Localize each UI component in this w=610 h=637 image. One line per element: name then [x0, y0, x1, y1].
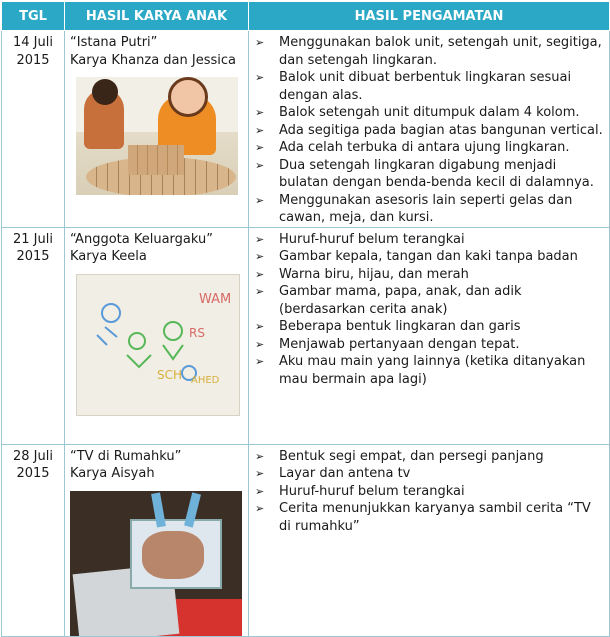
header-tgl: TGL	[2, 2, 65, 31]
arrow-bullet-icon: ➢	[255, 36, 265, 49]
header-pengamatan: HASIL PENGAMATAN	[249, 2, 610, 31]
date-day: 21 Juli	[13, 231, 53, 247]
list-item: ➢ Gambar kepala, tangan dan kaki tanpa badan	[255, 249, 578, 264]
drawing-text-rs: RS	[189, 325, 205, 340]
date-year: 2015	[16, 52, 50, 68]
artwork-title: “Anggota Keluargaku”	[70, 231, 213, 247]
list-item: ➢ Huruf-huruf belum terangkai	[255, 483, 465, 499]
list-item: ➢ Menjawab pertanyaan dengan tepat.	[255, 336, 520, 352]
arrow-bullet-icon: ➢	[255, 355, 265, 368]
date-cell	[2, 31, 65, 228]
header-karya: HASIL KARYA ANAK	[65, 2, 249, 31]
list-item: ➢ Warna biru, hijau, dan merah	[255, 266, 469, 282]
artwork-cell	[65, 444, 249, 636]
artwork-title: “Istana Putri”	[70, 35, 158, 50]
list-item: ➢ Dua setengah lingkaran digabung menjadi bulatan dengan benda-benda kecil di dalamnya.	[255, 157, 594, 190]
list-item: ➢ Cerita menunjukkan karyanya sambil cerita “TV di rumahku”	[255, 501, 591, 534]
artwork-photo-drawing	[76, 274, 240, 416]
observation-cell	[249, 444, 610, 636]
arrow-bullet-icon: ➢	[255, 467, 265, 480]
arrow-bullet-icon: ➢	[255, 232, 265, 246]
artwork-author: Karya Aisyah	[70, 466, 155, 481]
arrow-bullet-icon: ➢	[255, 193, 265, 207]
observation-list	[253, 231, 603, 389]
date-day: 14 Juli	[13, 35, 53, 50]
observation-list	[253, 34, 603, 227]
artwork-author: Karya Khanza dan Jessica	[70, 52, 236, 68]
observation-cell	[249, 31, 610, 228]
arrow-bullet-icon: ➢	[255, 337, 265, 351]
arrow-bullet-icon: ➢	[255, 106, 265, 119]
list-item: ➢ Huruf-huruf belum terangkai	[255, 231, 465, 247]
list-item: ➢ Balok setengah unit ditumpuk dalam 4 kolom.	[255, 105, 580, 120]
artwork-cell	[65, 31, 249, 228]
list-item: ➢ Bentuk segi empat, dan persegi panjang	[255, 448, 544, 464]
observation-cell	[249, 227, 610, 444]
arrow-bullet-icon: ➢	[255, 71, 265, 84]
date-day: 28 Juli	[13, 448, 53, 464]
header-row	[2, 2, 610, 31]
list-item: ➢ Ada celah terbuka di antara ujung lingkaran.	[255, 140, 570, 155]
date-cell	[2, 444, 65, 636]
table-row	[2, 31, 610, 228]
artwork-photo-tv	[70, 491, 242, 636]
arrow-bullet-icon: ➢	[255, 250, 265, 263]
drawing-text-sch: SCH	[157, 367, 183, 382]
date-cell	[2, 227, 65, 444]
arrow-bullet-icon: ➢	[255, 158, 265, 172]
arrow-bullet-icon: ➢	[255, 267, 265, 281]
list-item: ➢ Balok unit dibuat berbentuk lingkaran sesuai dengan alas.	[255, 70, 572, 103]
list-item: ➢ Aku mau main yang lainnya (ketika ditanyakan mau bermain apa lagi)	[255, 354, 586, 387]
date-year: 2015	[16, 466, 50, 481]
list-item: ➢ Menggunakan asesoris lain seperti gelas dan cawan, meja, dan kursi.	[255, 192, 573, 225]
drawing-text-wam: WAM	[199, 291, 232, 307]
artwork-photo-blocks	[76, 77, 238, 195]
arrow-bullet-icon: ➢	[255, 285, 265, 298]
table-row	[2, 227, 610, 444]
list-item: ➢ Ada segitiga pada bagian atas bangunan vertical.	[255, 122, 603, 138]
arrow-bullet-icon: ➢	[255, 141, 265, 154]
artwork-author: Karya Keela	[70, 249, 147, 264]
list-item: ➢ Menggunakan balok unit, setengah unit, segitiga, dan setengah lingkaran.	[255, 35, 602, 68]
artwork-title: “TV di Rumahku”	[70, 448, 182, 464]
table-row	[2, 444, 610, 636]
list-item: ➢ Layar dan antena tv	[255, 466, 411, 481]
drawing-text-ahed: AHED	[191, 374, 220, 386]
observation-table	[1, 1, 610, 637]
list-item: ➢ Beberapa bentuk lingkaran dan garis	[255, 319, 521, 334]
list-item: ➢ Gambar mama, papa, anak, dan adik (berdasarkan cerita anak)	[255, 284, 522, 317]
arrow-bullet-icon: ➢	[255, 502, 265, 515]
artwork-cell	[65, 227, 249, 444]
arrow-bullet-icon: ➢	[255, 123, 265, 137]
observation-list	[253, 448, 603, 536]
arrow-bullet-icon: ➢	[255, 320, 265, 333]
arrow-bullet-icon: ➢	[255, 484, 265, 498]
date-year: 2015	[16, 249, 50, 264]
arrow-bullet-icon: ➢	[255, 449, 265, 463]
